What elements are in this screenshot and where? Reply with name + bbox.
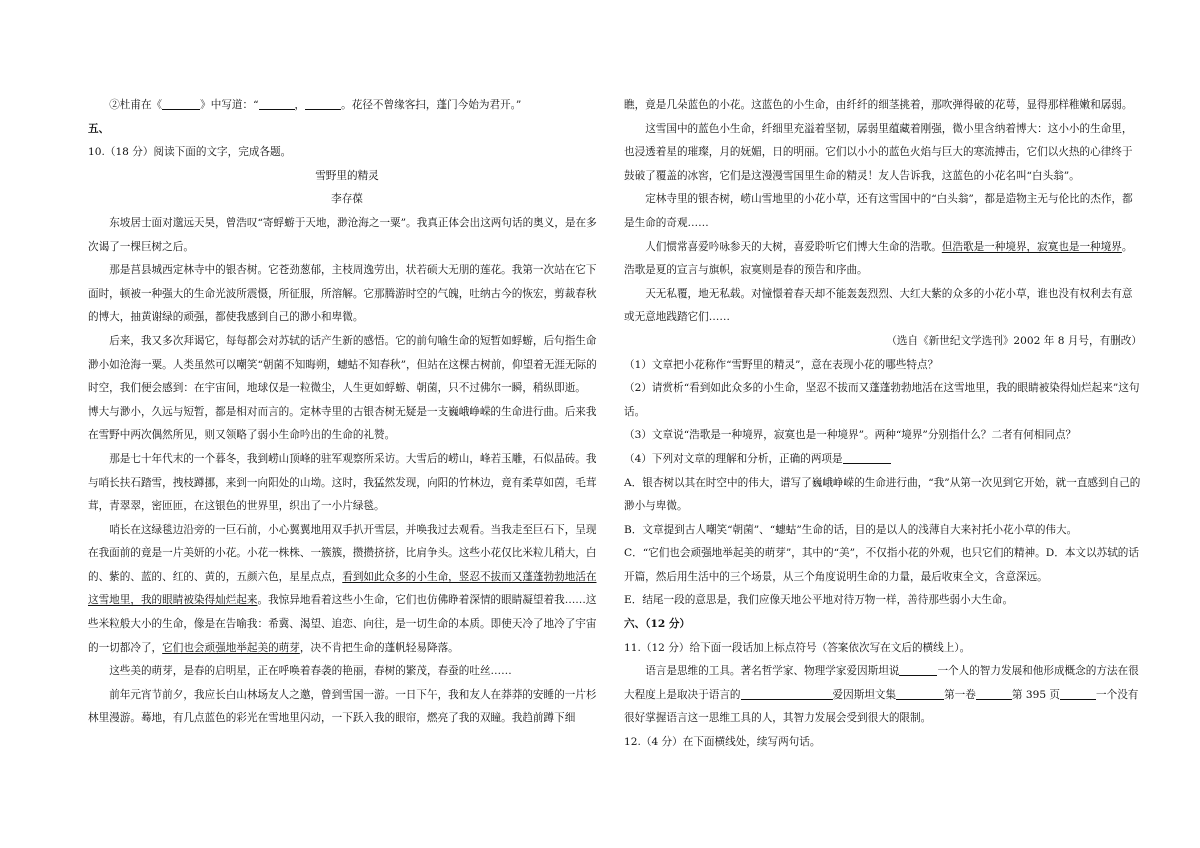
passage-paragraph: 瞧，竟是几朵蓝色的小花。这蓝色的小生命，由纤纤的细茎挑着，那吹弹得破的花萼，显得那样稚嫩和孱弱。: [624, 99, 1133, 111]
answer-blank[interactable]: [259, 97, 295, 110]
question-10-intro: 10.（18 分）阅读下面的文字，完成各题。: [88, 146, 292, 159]
section-5-heading: 五、: [88, 122, 110, 135]
subquestion-3: （3）文章说“浩歌是一种境界，寂寞也是一种境界”。两种“境界”分别指什么？二者有何相同点？: [624, 429, 1077, 442]
passage-paragraph: 博大与渺小，久远与短暂，都是相对而言的。定林寺里的古银杏树无疑是一支巍峨峥嵘的生命进行曲。后来我在雪野中两次偶然所见，则又领略了弱小生命吟出的生命的礼赞。: [88, 405, 597, 442]
passage-paragraph: 这雪国中的蓝色小生命，纤细里充溢着坚韧，孱弱里蕴藏着刚强，微小里含纳着博大：这小小的生命里，也浸透着星的璀璨，月的妩媚，日的明丽。它们以小小的蓝色火焰与巨大的寒流搏击，它们以火热的心律终于鼓破了覆盖的冰窖，它们是这漫漫雪国里生命的精灵！友人告诉我，这蓝色的小花名叫“白头翁”。: [624, 122, 1133, 182]
question-11-passage: [624, 660, 1142, 731]
option-e: E．结尾一段的意思是，我们应像天地公平地对待万物一样，善待那些弱小大生命。: [624, 594, 1014, 607]
question-12: 12.（4 分）在下面横线处，续写两句话。: [624, 736, 821, 749]
option-a: A．银杏树以其在时空中的伟大，谱写了巍峨峥嵘的生命进行曲，“我”从第一次见到它开始，就一直感到自己的渺小与卑微。: [624, 476, 1141, 513]
passage-paragraph: 那是七十年代末的一个暮冬，我到崂山顶峰的驻军观察所采访。大雪后的崂山，峰若玉雕，石似晶砖。我与哨长扶石踏雪，拽枝蹲挪，来到一向阳处的山坳。这时，我猛然发现，向阳的竹林边，竟有柔草如茵，毛茸茸，青翠翠，密匝匝，在这银色的世界里，织出了一小片绿毯。: [88, 452, 597, 513]
answer-blank[interactable]: [1060, 687, 1096, 700]
paragraph-text: 哨长在这绿毯边沿旁的一巨石前，小心翼翼地用双手扒开雪层，并唤我过去观看。当我走至巨石下，呈现在我面前的竟是一片美妍的小花。小花一株株、一簇簇，攒攒挤挤，比肩争头。这些小花仅比米粒儿稍大，白的、紫的、蓝的、红的、黄的，五颜六色，星星点点，: [88, 523, 597, 583]
question-11-intro: 11.（12 分）给下面一段话加上标点符号（答案依次写在文后的横线上）。: [624, 641, 971, 654]
underlined-sentence: 它们也会顽强地举起美的萌芽: [162, 641, 300, 654]
q9-2-part-b: 》中写道：“: [200, 99, 259, 111]
passage-source: （选自《新世纪文学选刊》2002 年 8 月号，有删改）: [886, 334, 1142, 347]
q9-2-part-c: ，: [294, 99, 306, 111]
answer-blank[interactable]: [976, 687, 1012, 700]
answer-blank[interactable]: [843, 451, 891, 464]
passage-paragraph: [88, 519, 606, 661]
underlined-sentence: 但浩歌是一种境界，寂寞也是一种境界: [941, 240, 1122, 253]
answer-blank[interactable]: [305, 97, 341, 110]
q9-2-part-a: ②杜甫在《: [109, 99, 163, 111]
subquestion-4-text: （4）下列对文章的理解和分析，正确的两项是: [624, 452, 843, 465]
passage-paragraph: 那是莒县城西定林寺中的银杏树。它苍劲葱郁，主枝周逸劳出，状若硕大无朋的莲花。我第一次站在它下面时，顿被一种强大的生命光波所震慑，所征服，所溶解。它那腾游时空的气魄，吐纳古今的恢宏，剪裁春秋的博大，抽黄谢绿的顽强，都使我感到自己的渺小和卑微。: [88, 264, 597, 324]
paragraph-text: 人们惯常喜爱吟咏参天的大树，喜爱聆听它们博大生命的浩歌。: [645, 240, 942, 253]
passage-paragraph: 定林寺里的银杏树，崂山雪地里的小花小草，还有这雪国中的“白头翁”，都是造物主无与伦比的杰作，都是生命的奇观……: [624, 193, 1133, 229]
option-c-d: C．“它们也会顽强地举起美的萌芽”，其中的“美”，不仅指小花的外观，也只它们的精神。D．本文以苏轼的话开篇，然后用生活中的三个场景，从三个角度说明生命的力量，最后收束全文，含意深远。: [624, 547, 1139, 583]
q9-2-part-d: 。花径不曾缘客扫，蓬门今始为君开。”: [341, 99, 522, 111]
q11-text: 爱因斯坦文集: [832, 688, 897, 701]
q11-text: 第 395 页: [1011, 688, 1061, 701]
subquestion-4: [624, 448, 1142, 472]
passage-author: 李存葆: [331, 193, 363, 206]
answer-blank[interactable]: [162, 97, 200, 110]
passage-paragraph: 天无私覆，地无私载。对憧憬着春天却不能轰轰烈烈、大红大紫的众多的小花小草，谁也没有权利去有意或无意地践踏它们……: [624, 287, 1133, 324]
option-b: B．文章提到古人嘲笑“朝菌”、“蟪蛄”生命的话，目的是以人的浅薄自大来衬托小花小草的伟大。: [624, 523, 1078, 536]
q11-text: 一个人的智力发展和他形成概念的方法在很大程度上是取决于语言的: [624, 665, 1139, 701]
paragraph-text: 。浩歌是夏的宣言与旗帜，寂寞则是春的预告和序曲。: [624, 240, 1133, 277]
q11-text: 第一卷: [944, 688, 976, 701]
paragraph-text: 。我惊异地看着这些小生命，它们也仿佛睁着深情的眼睛凝望着我……这些米粒般大小的生命，像是在告喻我：希冀、渴望、追恋、向往，是一切生命的本质。即使天冷了地冷了宇宙的一切都冷了，: [88, 594, 597, 654]
section-6-heading: 六、（12 分）: [624, 618, 691, 631]
passage-title: 雪野里的精灵: [315, 169, 379, 182]
question-9-2: [88, 94, 606, 118]
answer-blank[interactable]: [741, 687, 833, 700]
subquestion-1: （1）文章把小花称作“雪野里的精灵”，意在表现小花的哪些特点？: [624, 358, 939, 371]
passage-paragraph: 东坡居士面对邈远天昊，曾浩叹“寄蜉蝣于天地，渺沧海之一粟”。我真正体会出这两句话的奥义，是在多次谒了一棵巨树之后。: [88, 216, 597, 253]
left-column: [88, 94, 606, 731]
q11-text: 一个没有很好掌握语言这一思维工具的人，其智力发展会受到很大的限制。: [624, 688, 1139, 725]
subquestion-2: （2）请赏析“看到如此众多的小生命，坚忍不拔而又蓬蓬勃勃地活在这雪地里，我的眼睛被染得灿烂起来”这句话。: [624, 382, 1140, 418]
passage-paragraph: [624, 236, 1142, 283]
answer-blank[interactable]: [896, 687, 944, 700]
underlined-sentence: 看到如此众多的小生命，竖忍不拔而又蓬蓬勃勃地活在这雪地里，我的眼睛被染得灿烂起来: [88, 570, 597, 607]
paragraph-text: ，决不肯把生命的蓬帆轻易降落。: [299, 641, 459, 654]
passage-paragraph: 后来，我又多次拜谒它，每每都会对苏轼的话产生新的感悟。它的前句喻生命的短暂如蜉蝣，后句指生命渺小如沧海一粟。人类虽然可以嘲笑“朝菌不知晦朔，蟪蛄不知春秋”，但站在这棵古树前，仰望着无涯无际的时空，我们便会感到：在宇宙间，地球仅是一粒微尘，人生更如蜉蝣、朝菌，只不过佛尔一瞬，稍纵即逝。: [88, 334, 597, 395]
passage-paragraph: 这些美的萌芽，是春的启明星，正在呼唤着春袭的艳丽，春树的繁茂，春蚕的吐丝……: [109, 665, 512, 678]
right-column: [624, 94, 1142, 755]
q11-text: 语言是思维的工具。著名哲学家、物理学家爱因斯坦说: [645, 665, 900, 678]
passage-paragraph: 前年元宵节前夕，我应长白山林场友人之邀，曾到雪国一游。一日下午，我和友人在莽莽的安睡的一片杉林里漫游。蓦地，有几点蓝色的彩光在雪地里闪动，一下跃入我的眼帘，燃亮了我的双瞳。我趋前蹲下细: [88, 688, 597, 725]
answer-blank[interactable]: [899, 663, 937, 676]
